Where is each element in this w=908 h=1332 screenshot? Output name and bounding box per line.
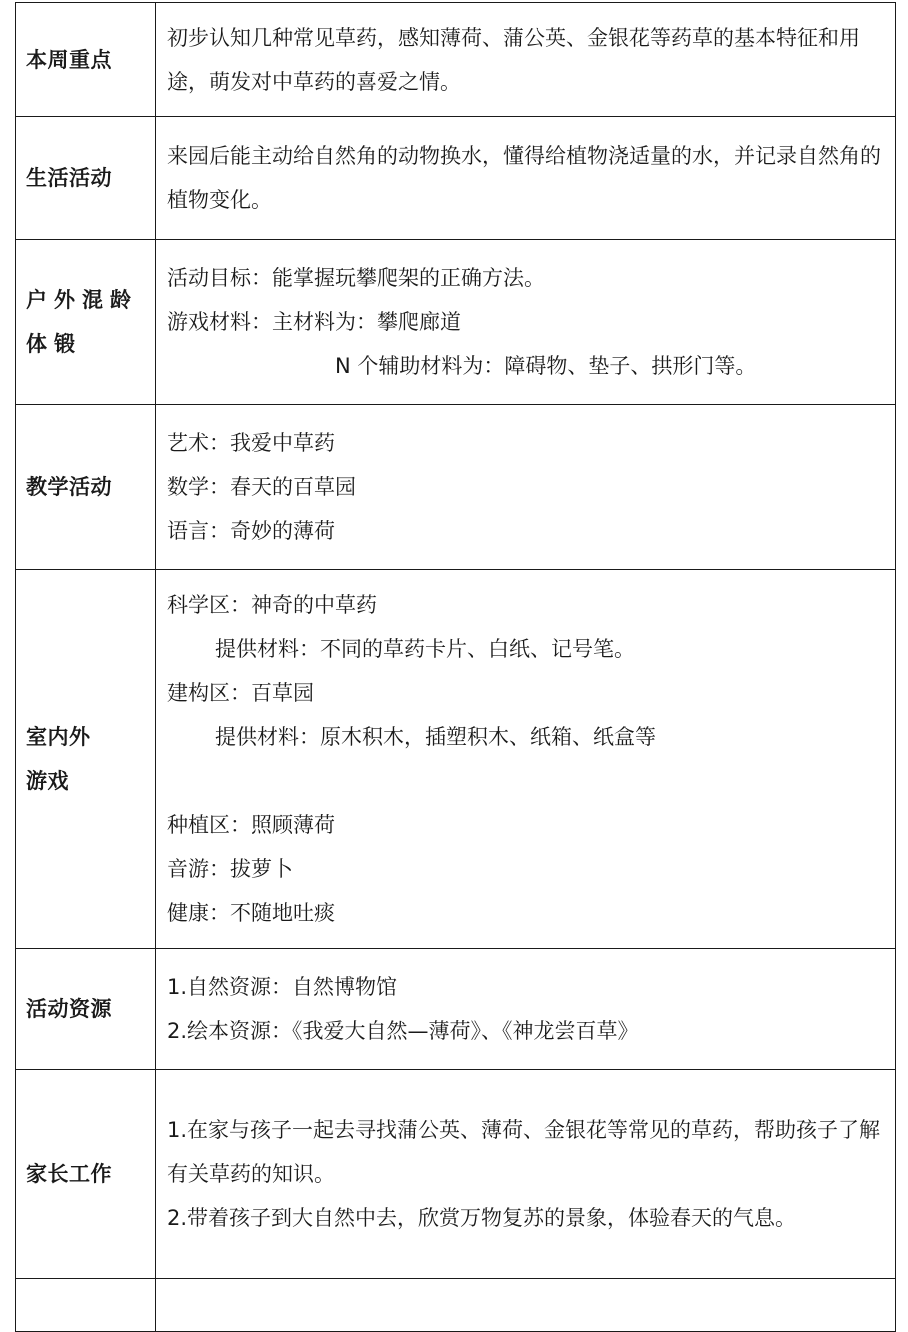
resources-nature: 1.自然资源：自然博物馆 — [167, 975, 398, 999]
games-health: 健康：不随地吐痰 — [167, 901, 335, 925]
table-row-resources — [16, 949, 896, 1070]
games-science-materials: 提供材料：不同的草药卡片、白纸、记号笔。 — [215, 637, 635, 661]
games-construction-materials: 提供材料：原木积木，插塑积木、纸箱、纸盒等 — [215, 725, 656, 749]
row-label-partial — [16, 1279, 156, 1332]
outdoor-goal: 活动目标：能掌握玩攀爬架的正确方法。 — [167, 266, 545, 290]
row-content-resources — [156, 949, 896, 1070]
table-row-parent-work — [16, 1070, 896, 1279]
row-label-weekly-focus: 本周重点 — [16, 3, 156, 117]
table-row-teaching — [16, 405, 896, 570]
games-science-area: 科学区：神奇的中草药 — [167, 593, 377, 617]
row-content-parent-work — [156, 1070, 896, 1279]
weekly-plan-table — [15, 2, 896, 1332]
row-label-parent-work: 家长工作 — [16, 1070, 156, 1279]
teaching-language: 语言：奇妙的薄荷 — [167, 519, 335, 543]
row-content-daily-activities — [156, 117, 896, 240]
table-row-outdoor-exercise — [16, 240, 896, 405]
row-label-resources: 活动资源 — [16, 949, 156, 1070]
outdoor-main-material: 游戏材料：主材料为：攀爬廊道 — [167, 310, 461, 334]
row-label-games — [16, 570, 156, 949]
row-content-weekly-focus — [156, 3, 896, 117]
games-music-game: 音游：拔萝卜 — [167, 857, 293, 881]
table-row-games — [16, 570, 896, 949]
table-row-weekly-focus — [16, 3, 896, 117]
teaching-art: 艺术：我爱中草药 — [167, 431, 335, 455]
outdoor-aux-material: N 个辅助材料为：障碍物、垫子、拱形门等。 — [335, 354, 757, 378]
row-content-games — [156, 570, 896, 949]
row-content-outdoor-exercise — [156, 240, 896, 405]
parent-work-item-2: 2.带着孩子到大自然中去，欣赏万物复苏的景象，体验春天的气息。 — [167, 1206, 797, 1230]
games-planting-area: 种植区：照顾薄荷 — [167, 813, 335, 837]
row-label-outdoor-exercise — [16, 240, 156, 405]
games-label-line-1: 室内外 — [26, 725, 91, 749]
games-spacer — [167, 759, 885, 803]
table-row-partial — [16, 1279, 896, 1332]
games-label-line-2: 游戏 — [26, 769, 69, 793]
row-label-teaching: 教学活动 — [16, 405, 156, 570]
table-row-daily-activities — [16, 117, 896, 240]
games-construction-area: 建构区：百草园 — [167, 681, 314, 705]
teaching-math: 数学：春天的百草园 — [167, 475, 356, 499]
weekly-focus-text: 初步认知几种常见草药，感知薄荷、蒲公英、金银花等药草的基本特征和用途，萌发对中草药的喜爱之情。 — [167, 25, 860, 94]
resources-picture-books: 2.绘本资源：《我爱大自然—薄荷》、《神龙尝百草》 — [167, 1019, 639, 1043]
parent-work-item-1: 1.在家与孩子一起去寻找蒲公英、薄荷、金银花等常见的草药，帮助孩子了解有关草药的知识。 — [167, 1118, 881, 1186]
row-content-teaching — [156, 405, 896, 570]
outdoor-label-line-1: 户外混龄 — [26, 288, 138, 312]
outdoor-label-line-2: 体锻 — [26, 332, 82, 356]
row-content-partial — [156, 1279, 896, 1332]
row-label-daily-activities: 生活活动 — [16, 117, 156, 240]
daily-activities-text: 来园后能主动给自然角的动物换水，懂得给植物浇适量的水，并记录自然角的植物变化。 — [167, 144, 881, 212]
